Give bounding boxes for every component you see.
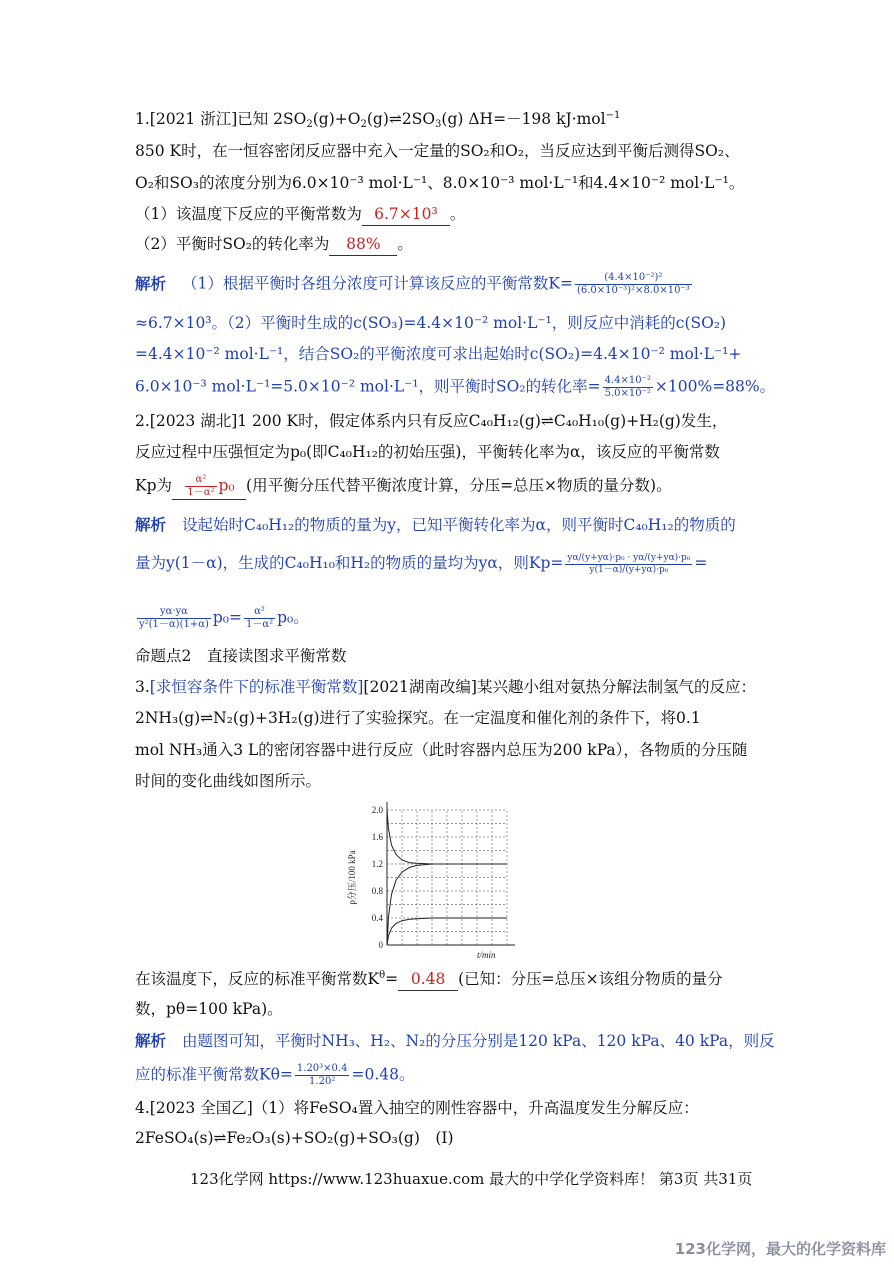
q4-line-2: 2FeSO₄(s)⇌Fe₂O₃(s)+SO₂(g)+SO₃(g) (Ⅰ) [135, 1129, 454, 1147]
q1-analysis-1: 解析 （1）根据平衡时各组分浓度可计算该反应的平衡常数K= $\frac{\text{(4.4×10⁻²)²}}{\text{(6.0×10⁻³)²×8.0×10⁻³}}$ [135, 272, 690, 296]
y-tick-label: 2.0 [371, 805, 383, 815]
q2-line-2: 反应过程中压强恒定为p₀(即C₄₀H₁₂的初始压强)，平衡转化率为α，该反应的平衡常数 [135, 443, 720, 461]
answer-blank: 88% [329, 233, 397, 256]
x-axis-label: t/min [477, 950, 496, 960]
y-tick-label: 0 [378, 940, 383, 950]
partial-pressure-chart [345, 800, 520, 962]
y-tick-label: 0.8 [371, 886, 383, 896]
q1-line-3: O₂和SO₃的浓度分别为6.0×10⁻³ mol·L⁻¹、8.0×10⁻³ mol·L⁻¹和4.4×10⁻² mol·L⁻¹。 [135, 174, 745, 192]
q3-line-4: 时间的变化曲线如图所示。 [135, 772, 322, 790]
q1-part-1: （1）该温度下反应的平衡常数为 6.7×10³ 。 [135, 203, 465, 226]
q3-line-5: 在该温度下，反应的标准平衡常数$K^\theta= 0.48$ (已知：分压=总压×该组分物质的量分 [135, 968, 723, 991]
fraction: $\frac{\text{α²}}{\text{1－α²}}$ [246, 606, 274, 630]
y-tick-label: 1.6 [371, 832, 383, 842]
q1-part-2: （2）平衡时SO₂的转化率为 88% 。 [135, 233, 413, 256]
fraction: $\frac{\text{yα/(y+yα)·p₀ · yα/(y+yα)·p₀}}{\text{y(1－α)/(y+yα)·p₀}}$ [567, 552, 691, 575]
y-tick-label: 0.4 [371, 913, 383, 923]
q2-analysis-1: 解析 设起始时C₄₀H₁₂的物质的量为y，已知平衡转化率为α，则平衡时C₄₀H₁₂的物质的 [135, 515, 736, 534]
q2-analysis-2: 量为y(1－α)，生成的C₄₀H₁₀和H₂的物质的量均为yα，则Kp= $\frac{\text{yα/(y+yα)·p₀ · yα/(y+yα)·p₀}}{\text{y(1－α)/(y+yα)·p₀}}$ = [135, 552, 708, 575]
q3-line-3: mol NH₃通入3 L的密闭容器中进行反应（此时容器内总压为200 kPa），各物质的分压随 [135, 741, 748, 759]
y-axis-label: p分压/100 kPa [347, 850, 357, 905]
q3-line-1: 3.[求恒容条件下的标准平衡常数][2021湖南改编]某兴趣小组对氨热分解法制氢气的反应： [135, 678, 756, 696]
page-footer: 123化学网 https://www.123huaxue.com 最大的中学化学资料库！ 第3页 共31页 [190, 1170, 753, 1188]
q2-line-1: 2.[2023 湖北]1 200 K时，假定体系内只有反应C₄₀H₁₂(g)⇌C₄₀H₁₀(g)+H₂(g)发生， [135, 412, 728, 430]
q3-analysis-2: 应的标准平衡常数Kθ= $\frac{\text{1.20³×0.4}}{\text{1.20²}}$ =0.48。 [135, 1063, 415, 1087]
q1-line-1: 1.[2021 浙江]已知 $2SO_2(g)+O_2(g)\rightleftharpoons 2SO_3(g)$ ΔH=－198 kJ·mol$^{-1}$ [135, 110, 621, 130]
q2-analysis-3: $\frac{y\alpha\cdot y\alpha}{\text{y²(1－α)(1+α)}}$ p₀= $\frac{\text{α²}}{\text{1－α²}}$ p₀。 [139, 606, 309, 630]
fraction: $\frac{\text{4.4×10⁻²}}{\text{5.0×10⁻²}}$ [604, 375, 651, 399]
analysis-tag: 解析 [135, 1031, 167, 1050]
fraction: $\frac{\text{1.20³×0.4}}{\text{1.20²}}$ [296, 1063, 348, 1087]
analysis-tag: 解析 [135, 515, 167, 534]
q1-line-2: 850 K时，在一恒容密闭反应器中充入一定量的SO₂和O₂，当反应达到平衡后测得SO₂、 [135, 142, 740, 160]
q4-line-1: 4.[2023 全国乙]（1）将FeSO₄置入抽空的刚性容器中，升高温度发生分解反应： [135, 1099, 699, 1117]
answer-blank: 6.7×10³ [362, 203, 450, 226]
q3-line-6: 数，pθ=100 kPa)。 [135, 1000, 283, 1018]
q1-analysis-4: 6.0×10⁻³ mol·L⁻¹=5.0×10⁻² mol·L⁻¹，则平衡时SO₂的转化率= $\frac{\text{4.4×10⁻²}}{\text{5.0×10⁻²}}$ ×100%=88%。 [135, 375, 776, 399]
fraction: $\frac{y\alpha\cdot y\alpha}{\text{y²(1－α)(1+α)}}$ [139, 606, 209, 630]
q1-analysis-3: =4.4×10⁻² mol·L⁻¹，结合SO₂的平衡浓度可求出起始时c(SO₂)=4.4×10⁻² mol·L⁻¹+ [135, 345, 742, 363]
analysis-tag: 解析 [135, 273, 167, 293]
q3-analysis-1: 解析 由题图可知，平衡时NH₃、H₂、N₂的分压分别是120 kPa、120 kPa、40 kPa，则反 [135, 1031, 775, 1050]
answer-blank: $\frac{\text{α²}}{\text{1－α²}}$ p₀ [172, 474, 246, 500]
watermark: 123化学网，最大的化学资料库 [674, 1240, 886, 1258]
q1-analysis-2: ≈6.7×10³。（2）平衡时生成的c(SO₃)=4.4×10⁻² mol·L⁻¹，则反应中消耗的c(SO₂) [135, 314, 727, 332]
fraction: $\frac{\text{(4.4×10⁻²)²}}{\text{(6.0×10⁻³)²×8.0×10⁻³}}$ [576, 272, 690, 296]
answer-blank: 0.48 [398, 968, 458, 991]
y-tick-label: 1.2 [371, 859, 383, 869]
q2-line-3: Kp为 $\frac{\text{α²}}{\text{1－α²}}$ p₀ (用平衡分压代替平衡浓度计算，分压=总压×物质的量分数)。 [135, 474, 672, 498]
q3-line-2: 2NH₃(g)⇌N₂(g)+3H₂(g)进行了实验探究。在一定温度和催化剂的条件下，将0.1 [135, 709, 701, 727]
topic-heading: 命题点2 直接读图求平衡常数 [135, 647, 347, 665]
